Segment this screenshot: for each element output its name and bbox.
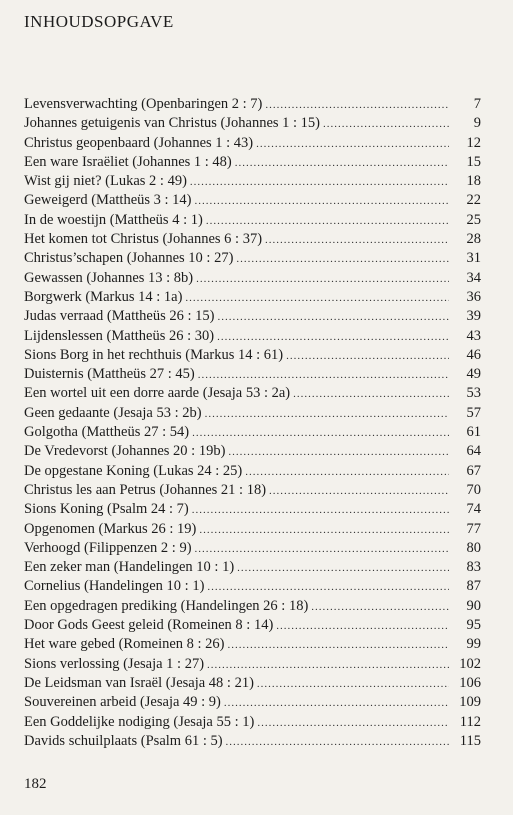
toc-entry-title: Geweigerd (Mattheüs 3 : 14) [24, 192, 192, 209]
dot-leader [206, 212, 449, 231]
toc-entry-title: Sions Koning (Psalm 24 : 7) [24, 501, 189, 518]
toc-entry [24, 655, 481, 674]
toc-entry [24, 558, 481, 577]
toc-entry-title: Een opgedragen prediking (Handelingen 26 : 18) [24, 597, 309, 614]
toc-entry-page: 15 [466, 153, 481, 170]
toc-entry [24, 597, 481, 616]
toc-entry [24, 153, 481, 172]
dot-leader [237, 559, 449, 578]
dot-leader [196, 270, 449, 289]
toc-entry-title: De Vredevorst (Johannes 20 : 19b) [24, 443, 226, 460]
toc-entry-title: Gewassen (Johannes 13 : 8b) [24, 269, 194, 286]
toc-entry [24, 365, 481, 384]
toc-entry-page: 109 [459, 694, 481, 711]
toc-entry-title: Wist gij niet? (Lukas 2 : 49) [24, 173, 187, 190]
toc-entry [24, 191, 481, 210]
toc-entry [24, 384, 481, 403]
toc-entry-page: 18 [466, 173, 481, 190]
dot-leader [190, 173, 449, 192]
toc-entry-page: 87 [466, 578, 481, 595]
page-title: INHOUDSOPGAVE [24, 12, 174, 31]
toc-entry [24, 635, 481, 654]
toc-entry [24, 713, 481, 732]
toc-entry-title: Davids schuilplaats (Psalm 61 : 5) [24, 732, 223, 749]
toc-entry [24, 500, 481, 519]
toc-entry [24, 230, 481, 249]
toc-entry-title: Golgotha (Mattheüs 27 : 54) [24, 424, 190, 441]
toc-entry-title: Een zeker man (Handelingen 10 : 1) [24, 559, 235, 576]
toc-entry-title: Sions Borg in het rechthuis (Markus 14 : 61) [24, 346, 284, 363]
dot-leader [205, 405, 449, 424]
dot-leader [293, 385, 449, 404]
toc-entry-title: Lijdenslessen (Mattheüs 26 : 30) [24, 327, 215, 344]
toc-entry-page: 25 [466, 211, 481, 228]
toc-entry [24, 481, 481, 500]
toc-entry-page: 64 [466, 443, 481, 460]
toc-entry-page: 102 [459, 655, 481, 672]
toc-entry-title: Johannes getuigenis van Christus (Johannes 1 : 15) [24, 115, 321, 132]
toc-entry-page: 53 [466, 385, 481, 402]
dot-leader [207, 578, 449, 597]
toc-entry-page: 67 [466, 462, 481, 479]
toc-entry-page: 90 [466, 597, 481, 614]
toc-entry [24, 249, 481, 268]
toc-entry-page: 49 [466, 366, 481, 383]
toc-entry-title: Het ware gebed (Romeinen 8 : 26) [24, 636, 225, 653]
toc-entry-page: 9 [473, 115, 481, 132]
toc-entry-page: 99 [466, 636, 481, 653]
toc-entry-title: Christus geopenbaard (Johannes 1 : 43) [24, 134, 254, 151]
toc-entry-page: 83 [466, 559, 481, 576]
toc-entry-title: Een ware Israëliet (Johannes 1 : 48) [24, 153, 232, 170]
dot-leader [224, 694, 449, 713]
toc-entry [24, 327, 481, 346]
dot-leader [195, 192, 449, 211]
dot-leader [207, 656, 449, 675]
dot-leader [286, 347, 449, 366]
toc-entry-title: Een wortel uit een dorre aarde (Jesaja 53 : 2a) [24, 385, 291, 402]
toc-entry-title: Souvereinen arbeid (Jesaja 49 : 9) [24, 694, 221, 711]
dot-leader [323, 115, 449, 134]
toc-entry [24, 269, 481, 288]
toc-entry [24, 732, 481, 751]
toc-entry-title: Borgwerk (Markus 14 : 1a) [24, 288, 183, 305]
toc-entry-title: Christus les aan Petrus (Johannes 21 : 18) [24, 481, 267, 498]
dot-leader [192, 424, 449, 443]
toc-entry-page: 31 [466, 250, 481, 267]
toc-entry-page: 106 [459, 674, 481, 691]
toc-entry-page: 12 [466, 134, 481, 151]
dot-leader [226, 733, 449, 752]
toc-entry-page: 61 [466, 424, 481, 441]
toc-entry-page: 112 [459, 713, 481, 730]
dot-leader [217, 328, 449, 347]
dot-leader [311, 598, 449, 617]
toc-entry-title: Judas verraad (Mattheüs 26 : 15) [24, 308, 215, 325]
dot-leader [256, 135, 449, 154]
dot-leader [198, 366, 449, 385]
toc-entry [24, 442, 481, 461]
table-of-contents [24, 95, 481, 751]
toc-entry-page: 57 [466, 404, 481, 421]
toc-entry-title: De Leidsman van Israël (Jesaja 48 : 21) [24, 674, 254, 691]
dot-leader [265, 231, 449, 250]
toc-entry-page: 95 [466, 617, 481, 634]
toc-entry [24, 172, 481, 191]
toc-entry-title: Door Gods Geest geleid (Romeinen 8 : 14) [24, 617, 274, 634]
dot-leader [185, 289, 449, 308]
toc-entry [24, 307, 481, 326]
dot-leader [276, 617, 449, 636]
toc-entry [24, 693, 481, 712]
toc-entry-title: Duisternis (Mattheüs 27 : 45) [24, 366, 195, 383]
dot-leader [195, 540, 449, 559]
dot-leader [199, 521, 449, 540]
toc-entry [24, 114, 481, 133]
toc-entry [24, 346, 481, 365]
toc-entry-title: De opgestane Koning (Lukas 24 : 25) [24, 462, 243, 479]
dot-leader [257, 714, 449, 733]
page-number: 182 [24, 776, 47, 792]
dot-leader [269, 482, 449, 501]
dot-leader [235, 154, 449, 173]
toc-entry-page: 28 [466, 231, 481, 248]
toc-entry [24, 423, 481, 442]
dot-leader [245, 463, 449, 482]
toc-entry-page: 70 [466, 481, 481, 498]
toc-entry [24, 211, 481, 230]
toc-entry [24, 616, 481, 635]
toc-entry-title: Een Goddelijke nodiging (Jesaja 55 : 1) [24, 713, 255, 730]
toc-entry-title: Cornelius (Handelingen 10 : 1) [24, 578, 205, 595]
toc-entry-page: 46 [466, 346, 481, 363]
toc-entry-page: 43 [466, 327, 481, 344]
toc-entry-page: 7 [473, 96, 481, 112]
toc-entry-title: Verhoogd (Filippenzen 2 : 9) [24, 539, 192, 556]
toc-entry-page: 22 [466, 192, 481, 209]
toc-entry [24, 520, 481, 539]
toc-entry-page: 34 [466, 269, 481, 286]
toc-entry [24, 462, 481, 481]
toc-entry-title: Opgenomen (Markus 26 : 19) [24, 520, 197, 537]
dot-leader [192, 501, 449, 520]
toc-entry-page: 77 [466, 520, 481, 537]
dot-leader [217, 308, 449, 327]
toc-entry-page: 80 [466, 539, 481, 556]
toc-entry-title: Christus’schapen (Johannes 10 : 27) [24, 250, 234, 267]
toc-entry-title: Het komen tot Christus (Johannes 6 : 37) [24, 231, 263, 248]
toc-entry-page: 39 [466, 308, 481, 325]
toc-entry-title: In de woestijn (Mattheüs 4 : 1) [24, 211, 203, 228]
toc-entry-title: Sions verlossing (Jesaja 1 : 27) [24, 655, 205, 672]
toc-entry [24, 577, 481, 596]
toc-entry [24, 539, 481, 558]
dot-leader [236, 250, 449, 269]
toc-entry [24, 404, 481, 423]
toc-entry-page: 74 [466, 501, 481, 518]
toc-entry-title: Geen gedaante (Jesaja 53 : 2b) [24, 404, 202, 421]
dot-leader [228, 443, 449, 462]
dot-leader [265, 96, 449, 115]
toc-entry-page: 36 [466, 288, 481, 305]
toc-entry [24, 674, 481, 693]
toc-entry [24, 134, 481, 153]
toc-entry-title: Levensverwachting (Openbaringen 2 : 7) [24, 96, 263, 112]
dot-leader [257, 675, 449, 694]
toc-entry [24, 95, 481, 114]
dot-leader [228, 636, 449, 655]
toc-entry [24, 288, 481, 307]
toc-entry-page: 115 [459, 732, 481, 749]
